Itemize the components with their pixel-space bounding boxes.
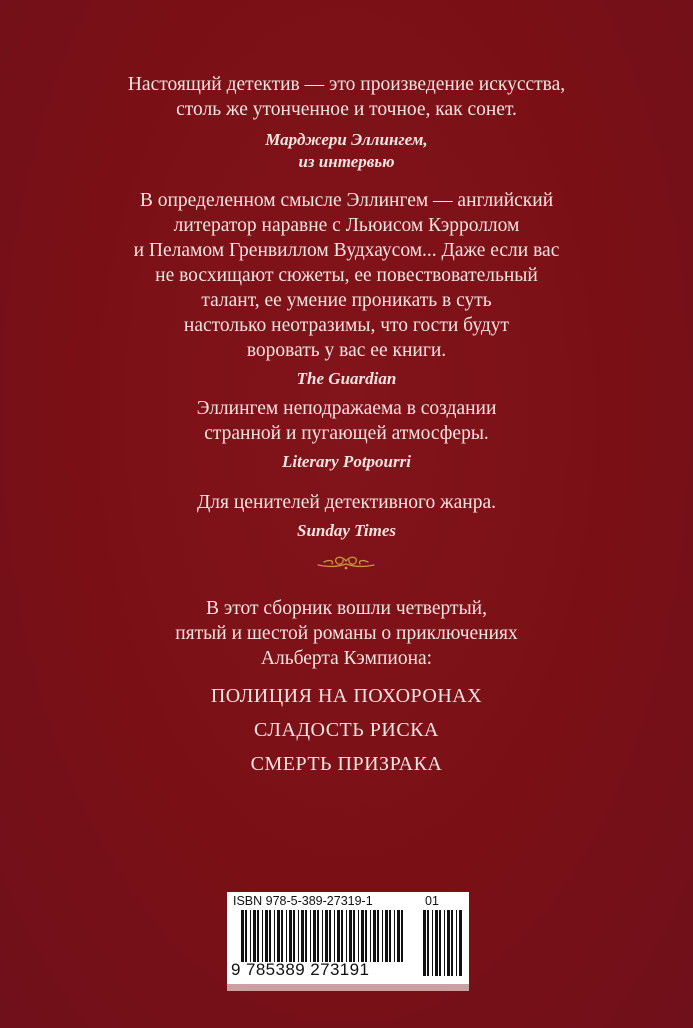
barcode-bar	[265, 910, 268, 962]
barcode-bar	[305, 910, 307, 962]
barcode-bar	[459, 910, 462, 976]
barcode-bar	[250, 910, 251, 962]
quote-line: В определенном смысле Эллингем — английский	[139, 190, 554, 211]
barcode-bar	[423, 910, 426, 976]
barcode-bar	[439, 910, 441, 976]
barcode-bar	[397, 910, 400, 962]
quote-line: литератор наравне с Льюисом Кэрроллом	[173, 215, 520, 236]
barcode-bar	[373, 910, 376, 962]
quote-source: The Guardian	[296, 369, 397, 388]
quote-author: Марджери Эллингем,	[265, 130, 428, 149]
barcode-bar	[245, 910, 247, 962]
barcode-bar	[456, 910, 457, 976]
quote-line: настолько неотразимы, что гости будут	[183, 315, 510, 336]
quote-line: Для ценителей детективного жанра.	[196, 492, 496, 513]
barcode-bar	[277, 910, 280, 962]
isbn-addon-label: 01	[425, 894, 439, 908]
quote-source: Literary Potpourri	[282, 452, 411, 471]
barcode-bar	[382, 910, 383, 962]
ornament-divider-icon	[316, 553, 376, 573]
barcode-bar	[361, 910, 364, 962]
barcode-bar	[325, 910, 328, 962]
barcode-bar	[337, 910, 340, 962]
quote-ellingham	[60, 72, 633, 173]
quote-line: Эллингем неподражаема в создании	[196, 398, 497, 419]
isbn-label: ISBN 978-5-389-27319-1	[233, 894, 373, 908]
novel-title: СЛАДОСТЬ РИСКА	[254, 719, 439, 741]
quote-line: столь же утонченное и точное, как сонет.	[176, 99, 517, 120]
barcode-bar	[358, 910, 359, 962]
quote-line: странной и пугающей атмосферы.	[204, 423, 489, 444]
intro-line: В этот сборник вошли четвертый,	[206, 598, 487, 619]
quote-line: и Пеламом Гренвиллом Вудхаусом... Даже если вас	[133, 240, 560, 261]
barcode-digits: 9 785389 273191	[231, 960, 370, 979]
barcode-bar	[346, 910, 347, 962]
barcode-bar	[444, 910, 445, 976]
barcode-bar	[262, 910, 263, 962]
quote-line: Настоящий детектив — это произведение искусства,	[127, 74, 566, 95]
barcode-bar	[298, 910, 299, 962]
barcode-bar	[394, 910, 395, 962]
barcode-bar	[451, 910, 453, 976]
barcode-bar	[435, 910, 438, 976]
barcode-bar	[274, 910, 275, 962]
barcode-bar	[447, 910, 450, 976]
barcode-bar	[253, 910, 256, 962]
quote-line: воровать у вас ее книги.	[246, 340, 447, 361]
quote-sunday-times	[60, 490, 633, 542]
barcode-underline	[227, 984, 469, 991]
barcode-bar	[341, 910, 343, 962]
novel-title: ПОЛИЦИЯ НА ПОХОРОНАХ	[210, 685, 483, 707]
barcode-bar	[365, 910, 367, 962]
barcode-bar	[329, 910, 331, 962]
barcode-bar	[241, 910, 244, 962]
barcode-bar	[349, 910, 352, 962]
quote-source: Sunday Times	[296, 521, 397, 540]
quote-literary-potpourri	[60, 396, 633, 473]
quote-author-note: из интервью	[298, 152, 395, 171]
novel-titles	[60, 679, 633, 781]
barcode-bar	[334, 910, 335, 962]
barcode-bar	[269, 910, 271, 962]
barcode-bar	[317, 910, 319, 962]
barcode-bar	[313, 910, 316, 962]
barcode-bar	[377, 910, 379, 962]
barcode-bar	[389, 910, 391, 962]
barcode-bar	[401, 910, 403, 962]
barcode-bar	[432, 910, 433, 976]
barcode-bar	[310, 910, 311, 962]
isbn-barcode	[227, 892, 469, 984]
quote-line: талант, ее умение проникать в суть	[201, 290, 492, 311]
barcode-bar	[286, 910, 287, 962]
collection-intro	[60, 596, 633, 671]
intro-line: пятый и шестой романы о приключениях	[175, 623, 518, 644]
barcode-bar	[301, 910, 304, 962]
quote-line: не восхищают сюжеты, ее повествовательный	[155, 265, 538, 286]
quote-guardian	[60, 188, 633, 390]
barcode-bar	[257, 910, 259, 962]
barcode-bar	[289, 910, 292, 962]
barcode-bar	[322, 910, 323, 962]
barcode-bar	[353, 910, 355, 962]
intro-line: Альберта Кэмпиона:	[260, 648, 433, 669]
barcode-bar	[281, 910, 283, 962]
barcode-bar	[427, 910, 429, 976]
barcode-bar	[293, 910, 295, 962]
barcode-bar	[385, 910, 388, 962]
barcode-bar	[370, 910, 371, 962]
novel-title: СМЕРТЬ ПРИЗРАКА	[250, 753, 443, 775]
